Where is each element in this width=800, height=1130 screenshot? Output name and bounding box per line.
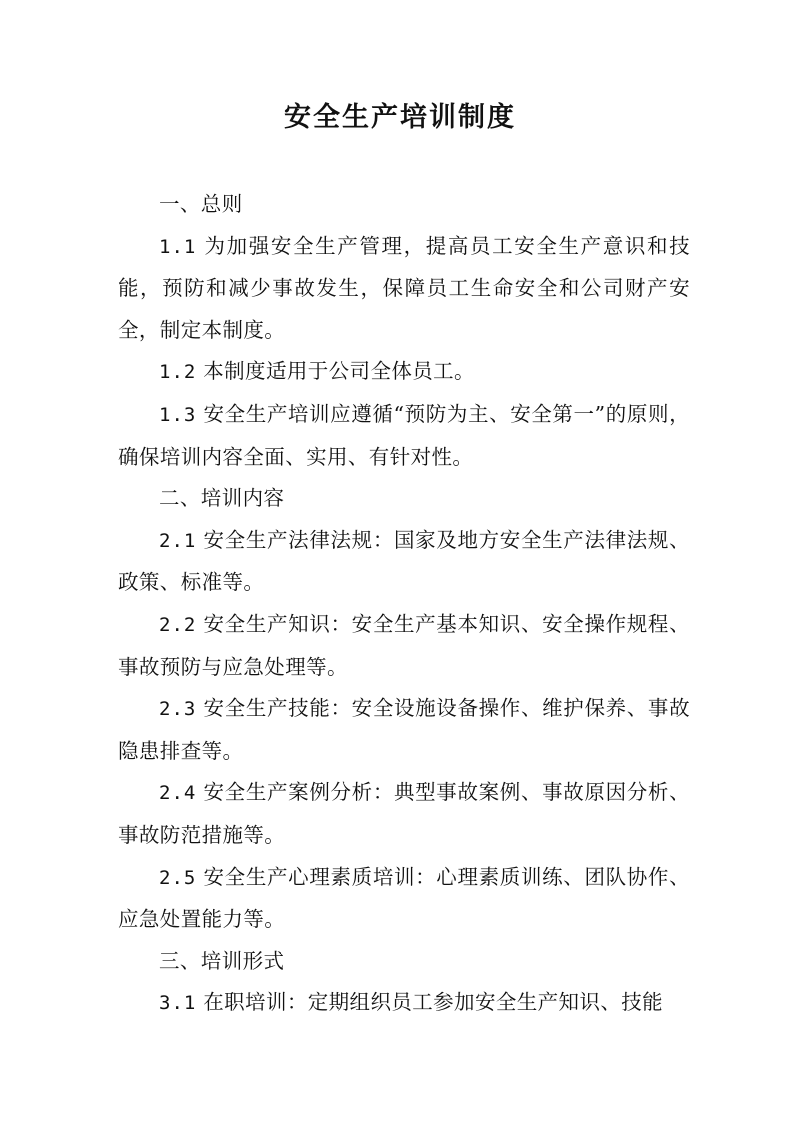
clause-2-5 (118, 857, 690, 941)
document-body (118, 184, 690, 1025)
paragraph-text: 安全生产法律法规：国家及地方安全生产法律法规、政策、标准等。 (118, 527, 690, 595)
clause-2-1 (118, 520, 690, 604)
clause-number: 2.4 (159, 782, 197, 805)
section-heading-content (118, 478, 690, 520)
clause-number: 2.1 (159, 529, 197, 552)
clause-number: 1.3 (159, 403, 197, 426)
clause-number: 3.1 (159, 992, 197, 1015)
clause-1-1 (118, 226, 690, 352)
clause-number: 2.5 (159, 866, 197, 889)
clause-2-4 (118, 772, 690, 856)
clause-number: 1.2 (159, 361, 197, 384)
clause-2-2 (118, 604, 690, 688)
paragraph-text: 在职培训：定期组织员工参加安全生产知识、技能 (203, 990, 664, 1015)
clause-2-3 (118, 688, 690, 772)
paragraph-text: 为加强安全生产管理，提高员工安全生产意识和技能，预防和减少事故发生，保障员工生命安全和公司财产安全，制定本制度。 (118, 233, 690, 342)
paragraph-text: 一、总则 (159, 192, 243, 216)
clause-1-2 (118, 351, 690, 394)
clause-number: 1.1 (159, 235, 197, 258)
clause-number: 2.2 (159, 613, 197, 636)
paragraph-text: 安全生产培训应遵循“预防为主、安全第一”的原则，确保培训内容全面、实用、有针对性。 (118, 401, 690, 469)
document-title: 安全生产培训制度 (284, 102, 516, 133)
paragraph-text: 二、培训内容 (159, 486, 285, 511)
paragraph-text: 安全生产心理素质培训：心理素质训练、团队协作、应急处置能力等。 (118, 864, 690, 932)
paragraph-text: 安全生产知识：安全生产基本知识、安全操作规程、事故预防与应急处理等。 (118, 611, 690, 679)
clause-1-3 (118, 394, 690, 478)
clause-number: 2.3 (159, 698, 197, 721)
paragraph-text: 本制度适用于公司全体员工。 (203, 359, 475, 384)
section-heading-general (118, 184, 690, 226)
clause-3-1 (118, 982, 690, 1025)
paragraph-text: 安全生产技能：安全设施设备操作、维护保养、事故隐患排查等。 (118, 696, 690, 763)
section-heading-format (118, 941, 690, 983)
paragraph-text: 安全生产案例分析：典型事故案例、事故原因分析、事故防范措施等。 (118, 780, 690, 847)
paragraph-text: 三、培训形式 (159, 948, 285, 973)
